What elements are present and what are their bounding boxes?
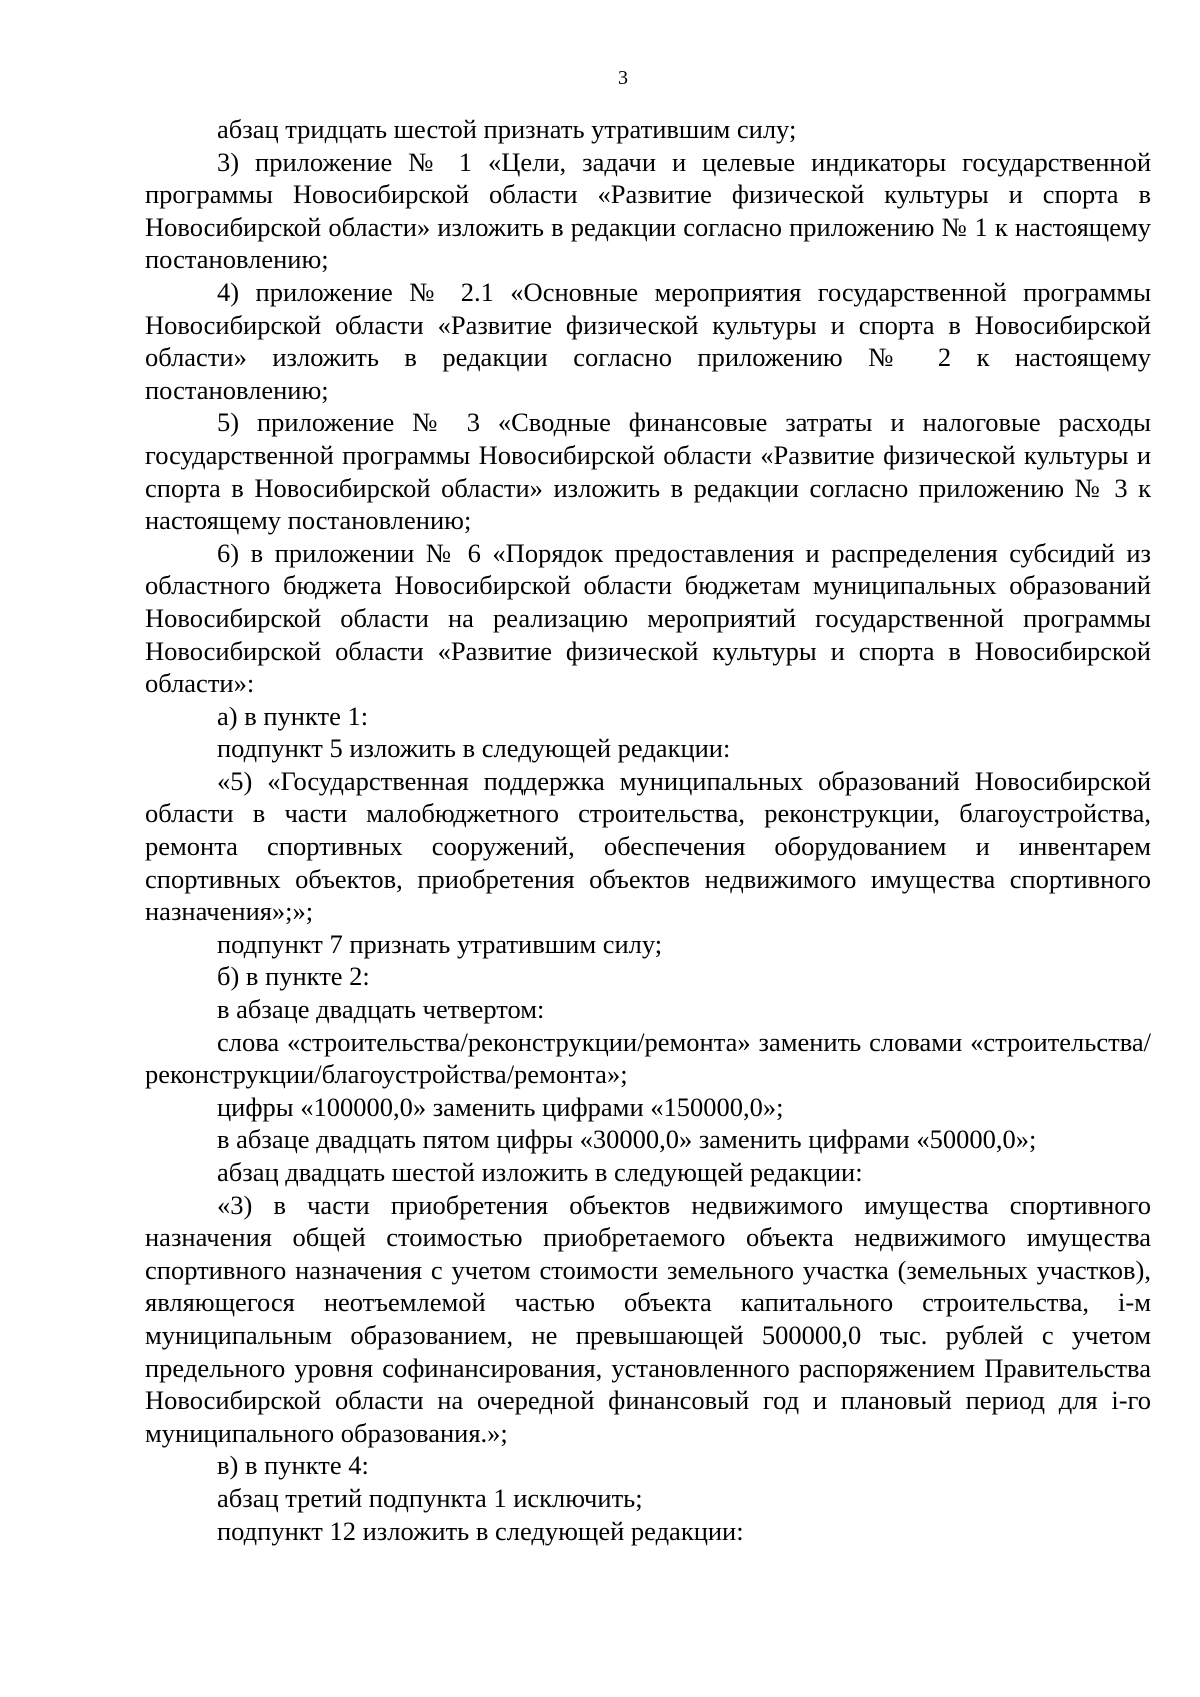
paragraph: а) в пункте 1:: [217, 700, 369, 731]
paragraph: слова «строительства/реконструкции/ремонта» заменить словами «строительства/реконструкции/благоустройства/ремонта»;: [145, 1026, 1151, 1090]
paragraph: подпункт 5 изложить в следующей редакции:: [217, 733, 731, 764]
paragraph: б) в пункте 2:: [217, 961, 370, 992]
paragraph: абзац двадцать шестой изложить в следующей редакции:: [217, 1157, 863, 1187]
paragraph: в абзаце двадцать пятом цифры «30000,0» заменить цифрами «50000,0»;: [217, 1124, 1037, 1155]
page-number: 3: [618, 67, 628, 89]
paragraph: «3) в части приобретения объектов недвижимого имущества спортивного назначения общей стоимостью приобретаемого объекта недвижимого имущества спортивного назначения с учетом стоимости земельного участка (земельных участков), являющегося неотъемлемой частью объекта капитального строительства, i-м муниципальным образованием, не превышающей 500000,0 тыс. рублей с учетом предельного уровня софинансирования, установленного распоряжением Правительства Новосибирской области на очередной финансовый год и плановый период для i-го муниципального образования.»;: [145, 1189, 1151, 1448]
paragraph: 5) приложение № 3 «Сводные финансовые затраты и налоговые расходы государственной программы Новосибирской области «Развитие физической культуры и спорта в Новосибирской области» изложить в редакции согласно приложению № 3 к настоящему постановлению;: [145, 407, 1151, 536]
paragraph: подпункт 7 признать утратившим силу;: [217, 928, 663, 959]
paragraph: абзац третий подпункта 1 исключить;: [217, 1482, 643, 1513]
paragraph: 6) в приложении № 6 «Порядок предоставления и распределения субсидий из областного бюджета Новосибирской области бюджетам муниципальных образований Новосибирской области на реализацию мероприятий государственной программы Новосибирской области «Развитие физической культуры и спорта в Новосибирской области»:: [145, 537, 1151, 699]
paragraph: подпункт 12 изложить в следующей редакции:: [217, 1515, 744, 1546]
paragraph: абзац тридцать шестой признать утратившим силу;: [217, 114, 797, 144]
paragraph: 3) приложение № 1 «Цели, задачи и целевые индикаторы государственной программы Новосибирской области «Развитие физической культуры и спорта в Новосибирской области» изложить в редакции согласно приложению № 1 к настоящему постановлению;: [145, 146, 1151, 275]
paragraph: в абзаце двадцать четвертом:: [217, 994, 545, 1025]
paragraph: в) в пункте 4:: [217, 1450, 369, 1481]
paragraph: 4) приложение № 2.1 «Основные мероприятия государственной программы Новосибирской области «Развитие физической культуры и спорта в Новосибирской области» изложить в редакции согласно приложению № 2 к настоящему постановлению;: [145, 276, 1151, 405]
paragraph: цифры «100000,0» заменить цифрами «150000,0»;: [217, 1091, 784, 1122]
paragraph: «5) «Государственная поддержка муниципальных образований Новосибирской области в части малобюджетного строительства, реконструкции, благоустройства, ремонта спортивных сооружений, обеспечения оборудованием и инвентарем спортивных объектов, приобретения объектов недвижимого имущества спортивного назначения»;»;: [145, 765, 1151, 927]
document-body: [145, 113, 1151, 1547]
